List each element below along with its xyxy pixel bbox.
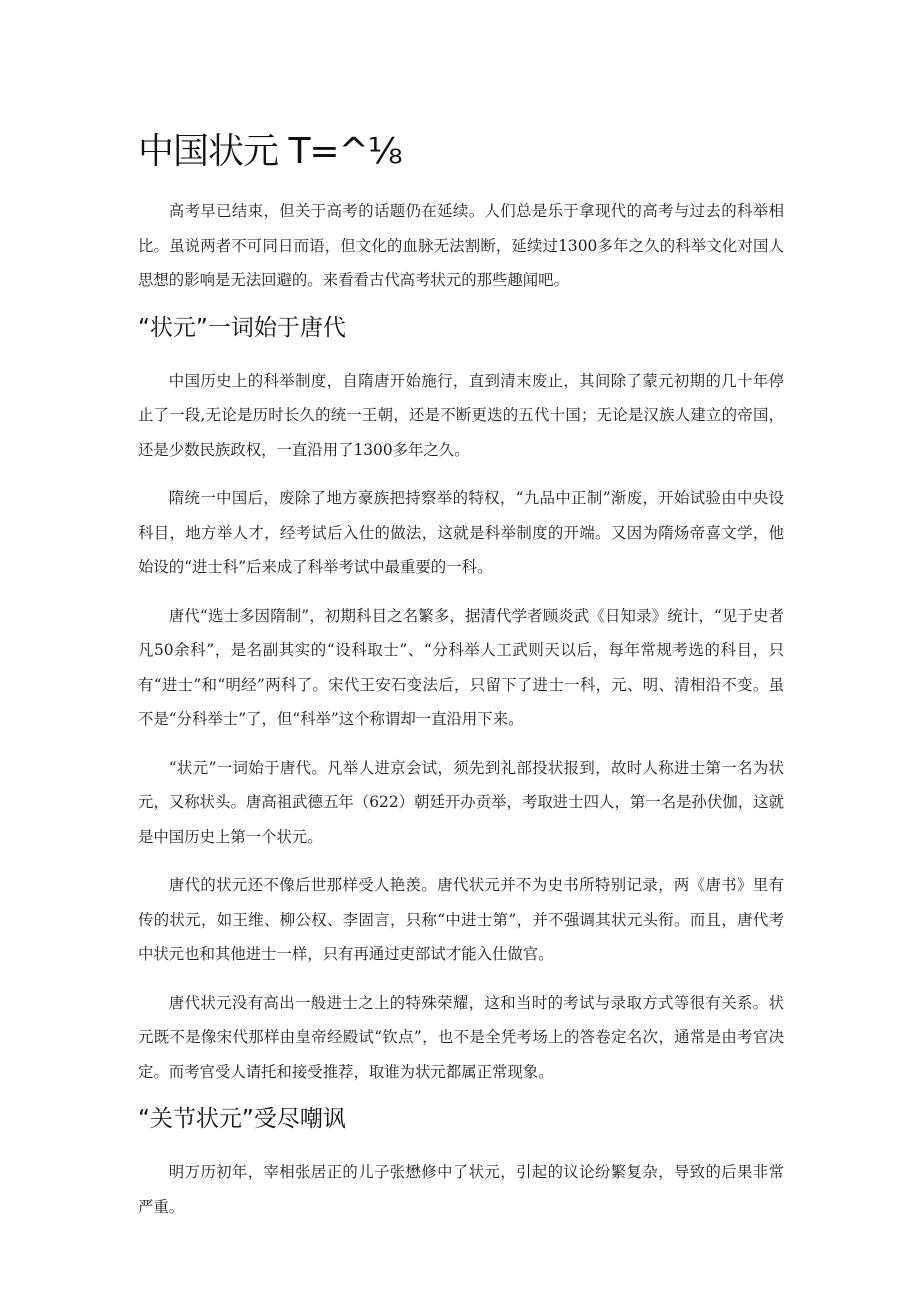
body-paragraph: 唐代状元没有高出一般进士之上的特殊荣耀，这和当时的考试与录取方式等很有关系。状元既不是像宋代那样由皇帝经殿试“钦点”，也不是全凭考场上的答卷定名次，通常是由考官决定。而考官受人请托和接受推荐，取谁为状元都属正常现象。	[138, 993, 784, 1081]
section-heading: “关节状元”受尽嘲讽	[138, 1106, 346, 1132]
body-paragraph: 隋统一中国后，废除了地方豪族把持察举的特权，“九品中正制”渐废，开始试验由中央设科目，地方举人才，经考试后入仕的做法，这就是科举制度的开端。又因为隋炀帝喜文学，他始设的“进士科”后来成了科举考试中最重要的一科。	[138, 489, 784, 576]
body-paragraph: 中国历史上的科举制度，自隋唐开始施行，直到清末废止，其间除了蒙元初期的几十年停止了一段,无论是历时长久的统一王朝，还是不断更迭的五代十国；无论是汉族人建立的帝国，还是少数民族政权，一直沿用了1300多年之久。	[138, 371, 784, 459]
body-paragraph: 明万历初年，宰相张居正的儿子张懋修中了状元，引起的议论纷繁复杂，导致的后果非常严重。	[138, 1163, 784, 1216]
intro-paragraph: 高考早已结束，但关于高考的话题仍在延续。人们总是乐于拿现代的高考与过去的科举相比。虽说两者不可同日而语，但文化的血脉无法割断，延续过1300多年之久的科举文化对国人思想的影响是无法回避的。来看看古代高考状元的那些趣闻吧。	[138, 202, 784, 289]
document-title: 中国状元 T=^⅛	[138, 131, 402, 172]
body-paragraph: “状元”一词始于唐代。凡举人进京会试，须先到礼部投状报到，故时人称进士第一名为状元，又称状头。唐高祖武德五年（622）朝廷开办贡举，考取进士四人，第一名是孙伏伽，这就是中国历史上第一个状元。	[138, 758, 784, 846]
section-heading: “状元”一词始于唐代	[138, 314, 346, 341]
body-paragraph: 唐代“选士多因隋制”，初期科目之名繁多，据清代学者顾炎武《日知录》统计，“见于史者凡50余科”，是名副其实的“设科取士”、“分科举人工武则天以后，每年常规考选的科目，只有“进士”和“明经”两科了。宋代王安石变法后，只留下了进士一科，元、明、清相沿不变。虽不是“分科举士”了，但“科举”这个称谓却一直沿用下来。	[138, 606, 784, 728]
body-paragraph: 唐代的状元还不像后世那样受人艳羡。唐代状元并不为史书所特别记录，两《唐书》里有传的状元，如王维、柳公权、李固言，只称“中进士第”，并不强调其状元头衔。而且，唐代考中状元也和其他进士一样，只有再通过吏部试才能入仕做官。	[138, 876, 784, 963]
document-body	[138, 124, 784, 1224]
